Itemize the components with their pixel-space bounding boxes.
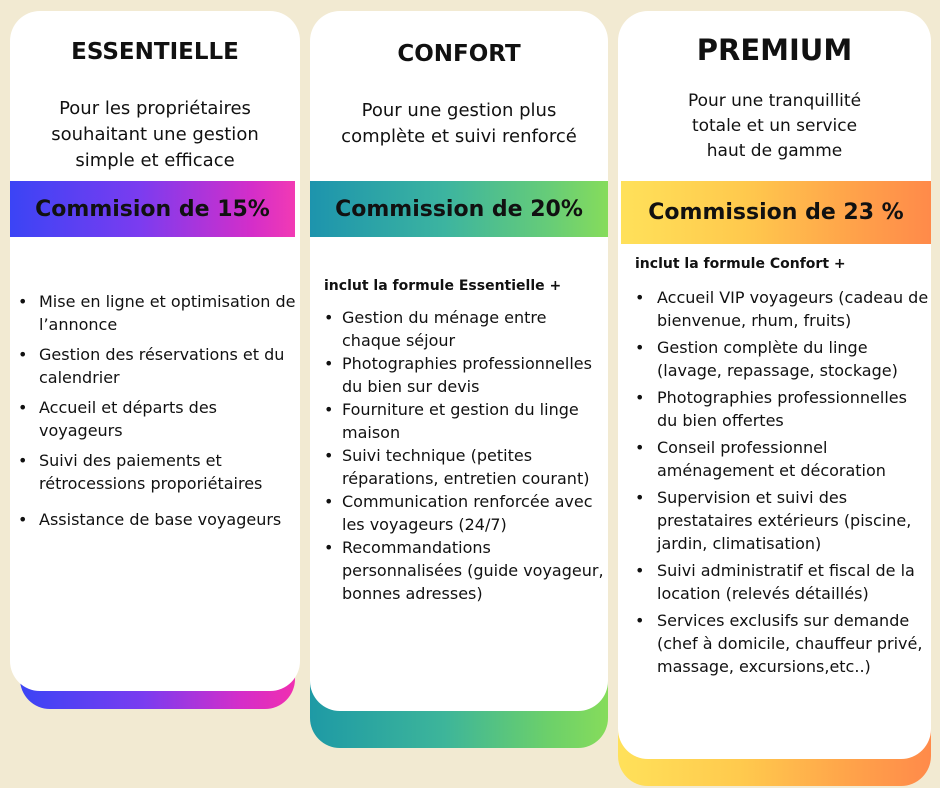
list-item [18, 396, 300, 442]
subtitle-line: simple et efficace [75, 150, 235, 171]
feature-list [635, 286, 931, 682]
subtitle-line: souhaitant une gestion [51, 124, 259, 145]
commission-banner: Commission de 23 % [621, 181, 931, 244]
bullet-icon: • [635, 288, 645, 307]
bullet-icon: • [635, 338, 645, 357]
plan-subtitle [618, 89, 931, 164]
feature-text: Communication renforcée avec les voyageurs (24/7) [342, 492, 593, 534]
subtitle-line: totale et un service [691, 116, 858, 136]
bullet-icon: • [324, 492, 334, 511]
feature-text: Recommandations personnalisées (guide voyageur, bonnes adresses) [342, 538, 604, 603]
feature-list [324, 306, 608, 605]
list-item [324, 536, 608, 605]
list-item [635, 436, 931, 482]
list-item [635, 386, 931, 432]
subtitle-line: Pour les propriétaires [59, 98, 251, 119]
feature-text: Services exclusifs sur demande (chef à domicile, chauffeur privé, massage, excursions,etc..) [657, 611, 923, 676]
list-item [18, 343, 300, 389]
list-item [635, 486, 931, 555]
bullet-icon: • [18, 451, 28, 470]
plan-card-confort [310, 11, 608, 751]
plan-title: CONFORT [397, 41, 521, 67]
card-body [10, 11, 300, 691]
feature-text: Gestion des réservations et du calendrier [39, 345, 285, 387]
subtitle-line: complète et suivi renforcé [341, 126, 577, 147]
feature-text: Gestion complète du linge (lavage, repassage, stockage) [657, 338, 898, 380]
bullet-icon: • [324, 400, 334, 419]
bullet-icon: • [324, 354, 334, 373]
subtitle-line: Pour une gestion plus [361, 100, 557, 121]
feature-text: Photographies professionnelles du bien sur devis [342, 354, 592, 396]
plan-subtitle [310, 98, 608, 150]
plan-card-premium [618, 11, 933, 788]
feature-text: Accueil VIP voyageurs (cadeau de bienvenue, rhum, fruits) [657, 288, 929, 330]
feature-text: Gestion du ménage entre chaque séjour [342, 308, 547, 350]
list-item [635, 336, 931, 382]
list-item [635, 609, 931, 678]
list-item [324, 398, 608, 444]
bullet-icon: • [324, 308, 334, 327]
feature-text: Fourniture et gestion du linge maison [342, 400, 579, 442]
commission-banner: Commision de 15% [10, 181, 295, 237]
bullet-icon: • [635, 388, 645, 407]
feature-text: Mise en ligne et optimisation de l’annonce [39, 292, 296, 334]
bullet-icon: • [324, 538, 334, 557]
plan-card-essentielle [10, 11, 300, 711]
plan-title: PREMIUM [696, 33, 853, 67]
includes-note: inclut la formule Confort + [635, 256, 846, 272]
subtitle-line: haut de gamme [706, 141, 843, 161]
feature-list [18, 290, 300, 538]
feature-text: Suivi technique (petites réparations, entretien courant) [342, 446, 590, 488]
feature-text: Photographies professionnelles du bien offertes [657, 388, 907, 430]
list-item [18, 449, 300, 495]
list-item [635, 286, 931, 332]
plan-title: ESSENTIELLE [71, 39, 239, 65]
card-body [310, 11, 608, 711]
commission-banner: Commission de 20% [310, 181, 608, 237]
bullet-icon: • [18, 345, 28, 364]
feature-text: Suivi des paiements et rétrocessions proporiétaires [39, 451, 263, 493]
list-item [18, 290, 300, 336]
bullet-icon: • [635, 561, 645, 580]
subtitle-line: Pour une tranquillité [687, 91, 862, 111]
list-item [324, 490, 608, 536]
feature-text: Accueil et départs des voyageurs [39, 398, 217, 440]
includes-note: inclut la formule Essentielle + [324, 278, 562, 294]
bullet-icon: • [18, 510, 28, 529]
feature-text: Conseil professionnel aménagement et décoration [657, 438, 886, 480]
list-item [635, 559, 931, 605]
plan-subtitle [10, 96, 300, 174]
feature-text: Assistance de base voyageurs [39, 510, 282, 529]
bullet-icon: • [18, 398, 28, 417]
bullet-icon: • [635, 611, 645, 630]
list-item [324, 352, 608, 398]
list-item [18, 508, 300, 531]
bullet-icon: • [324, 446, 334, 465]
bullet-icon: • [635, 488, 645, 507]
feature-text: Suivi administratif et fiscal de la location (relevés détaillés) [657, 561, 915, 603]
bullet-icon: • [635, 438, 645, 457]
bullet-icon: • [18, 292, 28, 311]
list-item [324, 444, 608, 490]
card-body [618, 11, 931, 759]
feature-text: Supervision et suivi des prestataires extérieurs (piscine, jardin, climatisation) [657, 488, 912, 553]
list-item [324, 306, 608, 352]
